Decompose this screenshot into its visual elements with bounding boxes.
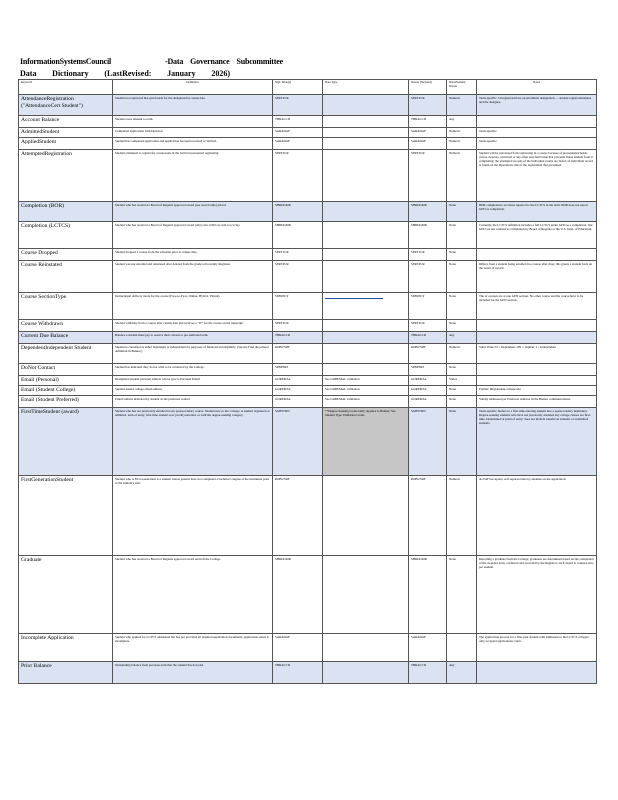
term-cell: Course Dropped [19, 249, 113, 261]
notes-cell: As FAFSA reports; self-reported data by students on the application. [477, 476, 597, 556]
definition-cell: Student attempted to registerfor coursework in the term but prevented registering. [113, 150, 273, 202]
datatype-cell: See GOREMAL validation [323, 386, 409, 396]
notes-cell: Term-specific. [477, 138, 597, 150]
sql-table-cell: TBRACCD [273, 116, 323, 128]
owner-cell: SHRDGMR [409, 202, 447, 222]
owner-cell: SHRDGMR [409, 222, 447, 249]
table-row [19, 386, 597, 396]
code-cell: Any [447, 332, 477, 344]
code-cell: None [447, 386, 477, 396]
term-cell: AdmittedStudent [19, 128, 113, 138]
col-sql: SQL Table(s) [273, 80, 323, 95]
term-cell: DependentIndependent Student [19, 344, 113, 364]
definition-cell: Student owes amount to term. [113, 116, 273, 128]
owner-cell: SHRDGMR [409, 556, 447, 634]
datatype-cell [323, 261, 409, 293]
datatype-cell [323, 344, 409, 364]
term-cell: Account Balance [19, 116, 113, 128]
term-cell: Completion (BOR) [19, 202, 113, 222]
term-cell: FirstGenerationStudent [19, 476, 113, 556]
revised-label: (LastRevised: [104, 69, 152, 78]
term-cell: AttendanceRegistration ("AttendanceCert Student") [19, 95, 113, 116]
sql-table-cell: SPBPERS [273, 364, 323, 376]
datatype-cell [323, 364, 409, 376]
table-row [19, 376, 597, 386]
term-cell: AppliedStudent [19, 138, 113, 150]
code-cell: None [447, 293, 477, 320]
datatype-cell [323, 116, 409, 128]
notes-cell [477, 662, 597, 684]
title-subcommittee: Subcommittee [236, 57, 283, 66]
datatype-cell: See GOREMAL validation [323, 396, 409, 408]
notes-cell: Term-specific. Unregistered have an enrolment designation — student registrationstatus and the designee. [477, 95, 597, 116]
datatype-cell [323, 95, 409, 116]
code-cell [447, 634, 477, 662]
term-cell: Completion (LCTCS) [19, 222, 113, 249]
definition-cell: Student has completed application and application fee been received or Waived. [113, 138, 273, 150]
sql-table-cell: SFRSTCR [273, 150, 323, 202]
datatype-cell [323, 222, 409, 249]
owner-cell: SSBSECT [409, 293, 447, 320]
code-cell: None [447, 249, 477, 261]
table-row [19, 261, 597, 293]
definition-cell: Student who has not previously enrolled in any postsecondary course. Student new to the College. A student registered or admitted, term of entry; first-time student ever (credit) enrolled, or with the degree-seeking category. [113, 408, 273, 476]
owner-cell: GOREMAL [409, 386, 447, 396]
table-row [19, 396, 597, 408]
owner-cell: GOREMAL [409, 396, 447, 408]
term-cell: Email (Student College) [19, 386, 113, 396]
table-row [19, 138, 597, 150]
definition-cell: Student not registered that given term for the designated by status date. [113, 95, 273, 116]
term-cell: Course Reinstated [19, 261, 113, 293]
table-row [19, 320, 597, 332]
definition-cell: Student was not enrolled and reinstated after deleted from the grade roll recently Registrar. [113, 261, 273, 293]
col-owner: Owner (Steward) [409, 80, 447, 95]
sql-table-cell: TBRACCD [273, 332, 323, 344]
datatype-cell [323, 249, 409, 261]
owner-cell: SFRSTCR [409, 320, 447, 332]
definition-cell: Student has indicated they do not wish to be contacted by the College. [113, 364, 273, 376]
term-cell: Graduate [19, 556, 113, 634]
notes-cell: Term-specific. [477, 128, 597, 138]
code-cell: Varies [447, 376, 477, 386]
sql-table-cell: SHRDGMR [273, 202, 323, 222]
datatype-cell [323, 634, 409, 662]
definition-cell: Email address indicated by student as the preferred contact. [113, 396, 273, 408]
definition-cell: Student is classified as either dependent or independent for purposes of financial aid eligibility. (See the Find the printed definition in Banner.) [113, 344, 273, 364]
owner-cell: SARADAP [409, 634, 447, 662]
sql-table-cell: ROBUSDF [273, 344, 323, 364]
table-row [19, 95, 597, 116]
notes-cell [477, 320, 597, 332]
code-cell: Numeric [447, 95, 477, 116]
sql-table-cell: SHRDGMR [273, 556, 323, 634]
owner-cell: SARADAP [409, 128, 447, 138]
document-title-line [20, 57, 580, 66]
sql-table-cell: SFRSTCR [273, 261, 323, 293]
title-dd-a: Data [20, 69, 37, 78]
owner-cell: SARADAP [409, 138, 447, 150]
table-row [19, 202, 597, 222]
notes-cell: Format: ID@student.college.edu [477, 386, 597, 396]
sql-table-cell: GOREMAL [273, 376, 323, 386]
title-data: -Data [165, 57, 184, 66]
code-cell: None [447, 202, 477, 222]
table-row [19, 293, 597, 320]
definition-cell: Student-issued college email address. [113, 386, 273, 396]
term-cell: DoNot Contact [19, 364, 113, 376]
definition-cell: Outstanding balance from previous term that the student has not paid. [113, 662, 273, 684]
definition-cell: Student who applied for LCTCS admission but has not provided all required application documents; application status is incomplete. [113, 634, 273, 662]
owner-cell: SPBPERS [409, 364, 447, 376]
term-cell: Current Due Balance [19, 332, 113, 344]
col-keyword: Keyword [19, 80, 113, 95]
datatype-cell [323, 662, 409, 684]
owner-cell: TBRACCD [409, 662, 447, 684]
owner-cell: TBRACCD [409, 332, 447, 344]
datatype-cell [323, 150, 409, 202]
definition-cell: Student who is First-Generation is a student whose parents have not completed a bachelor's degree at the institution prior to the student's start. [113, 476, 273, 556]
code-cell: None [447, 396, 477, 408]
definition-cell: Completed application with Decision [113, 128, 273, 138]
owner-cell: SFRSTCR [409, 249, 447, 261]
code-cell: None [447, 408, 477, 476]
term-cell: AttemptedRegistration [19, 150, 113, 202]
table-row [19, 150, 597, 202]
datatype-cell: See GOREMAL validation [323, 376, 409, 386]
notes-cell: Student will be prevented from registering in a course because of prerequisites/holds, course closures, restricted or any other non-fault issue that prevents status student from it completing; the attempted records of the individual events are listed; an individual record is found on the Operations side of the registration that prevented. [477, 150, 597, 202]
definition-cell: Instructional delivery mode for the course (Face-to-Face, Online, Hybrid, Virtual). [113, 293, 273, 320]
notes-cell: Valid Value: D = Dependent; ON = Orphan; I = Independent [477, 344, 597, 364]
sql-table-cell: GOREMAL [273, 396, 323, 408]
notes-cell: Differs from a student being enrolled in a course after drop; this grants a student back on the roster of record. [477, 261, 597, 293]
code-cell: Any [447, 662, 477, 684]
revised-year: 2026) [211, 69, 230, 78]
code-cell: Numeric [447, 128, 477, 138]
notes-cell [477, 376, 597, 386]
code-cell: None [447, 364, 477, 376]
notes-cell: Currently, the LCTCS definition includes a full LCTCS under GED as a completion. Our GED are not counted as completion by Board of Regents or the U.S. Dept. of Education. [477, 222, 597, 249]
datatype-link-underline [325, 294, 383, 299]
datatype-cell [323, 128, 409, 138]
owner-cell: TBRACCD [409, 116, 447, 128]
table-row [19, 634, 597, 662]
term-cell: Incomplete Application [19, 634, 113, 662]
sql-table-cell: GOREMAL [273, 386, 323, 396]
owner-cell: SGBSTDN [409, 408, 447, 476]
data-dictionary-table [18, 79, 597, 684]
col-definition: Definition [113, 80, 273, 95]
code-cell: None [447, 261, 477, 293]
org-name: InformationSystemsCouncil [20, 57, 112, 66]
sql-table-cell: SFRSTCR [273, 249, 323, 261]
notes-cell: The application process for a first-year student with admission to the LCTCS colleges; only accepted applications count. [477, 634, 597, 662]
notes-cell [477, 332, 597, 344]
owner-cell: ROBUSDF [409, 476, 447, 556]
col-datatype: Data Type [323, 80, 409, 95]
table-row [19, 249, 597, 261]
owner-cell: GOREMAL [409, 376, 447, 386]
document-subtitle-line [20, 69, 230, 78]
term-cell: Email (Student Preferred) [19, 396, 113, 408]
sql-table-cell: SGBSTDN [273, 408, 323, 476]
term-cell: Course SectionType [19, 293, 113, 320]
sql-table-cell: ROBUSDF [273, 476, 323, 556]
owner-cell: ROBUSDF [409, 344, 447, 364]
sql-table-cell: SHRDGMR [273, 222, 323, 249]
code-cell: Numeric [447, 344, 477, 364]
notes-cell: Reporting a graduate from the College; graduates are determined based on the completion of the awarded term, conferred and recorded by the Registrar; each award is counted once per student. [477, 556, 597, 634]
datatype-cell [323, 476, 409, 556]
table-row [19, 344, 597, 364]
notes-cell: Validly addressed per Preferred Address in the Banner communications. [477, 396, 597, 408]
definition-cell: Student who has received a Board of Regents approved award (see award table) priced. [113, 202, 273, 222]
table-row [19, 332, 597, 344]
sql-table-cell: SFRSTCR [273, 320, 323, 332]
title-dd-b: Dictionary [52, 69, 89, 78]
datatype-cell [323, 332, 409, 344]
definition-cell: Student who has received a Board of Regents approved award and left the College. [113, 556, 273, 634]
table-row [19, 222, 597, 249]
code-cell: None [447, 320, 477, 332]
sql-table-cell: SFRSTCR [273, 95, 323, 116]
sql-table-cell: SSBSECT [273, 293, 323, 320]
definition-cell: Student dropped a course from the schedule prior to census date. [113, 249, 273, 261]
table-header-row [19, 80, 597, 95]
table-row [19, 408, 597, 476]
datatype-cell [323, 202, 409, 222]
code-cell: None [447, 556, 477, 634]
code-cell: Any [447, 116, 477, 128]
table-row [19, 662, 597, 684]
code-cell: Numeric [447, 476, 477, 556]
notes-cell: The of courses are at one GEN section. No other course and the course have to be included for the GEN section. [477, 293, 597, 320]
table-row [19, 556, 597, 634]
code-cell: Numeric [447, 150, 477, 202]
col-codes: Data Element Owner [447, 80, 477, 95]
notes-cell: BOR completions: are those reported to the LCTCS in the term. BOR does not report GED as completion. [477, 202, 597, 222]
definition-cell: Designated student personal address whose type is Personal Email. [113, 376, 273, 386]
title-governance: Governance [190, 57, 230, 66]
term-cell: Email (Personal) [19, 376, 113, 386]
notes-cell [477, 364, 597, 376]
table-row [19, 116, 597, 128]
owner-cell: SFRSTCR [409, 150, 447, 202]
datatype-cell: **Degree-Seeking Codes Only; Applies to Banner; See Student Type Validation Codes [323, 408, 409, 476]
datatype-cell [323, 556, 409, 634]
owner-cell: SFRSTCR [409, 261, 447, 293]
col-notes: Notes [477, 80, 597, 95]
table-row [19, 476, 597, 556]
datatype-cell [323, 320, 409, 332]
notes-cell: Term-specific. Refers to a first-time entering student into a postsecondary institution. Degree-seeking students who have not previously attended any college classes are first-time. Determined at point of entry; does not include transfer-in students or readmitted students. [477, 408, 597, 476]
term-cell: Course Withdrawn [19, 320, 113, 332]
datatype-cell [323, 138, 409, 150]
notes-cell [477, 249, 597, 261]
code-cell: Numeric [447, 138, 477, 150]
term-cell: FirstTimeStudent (award) [19, 408, 113, 476]
sql-table-cell: SARADAP [273, 128, 323, 138]
sql-table-cell: SARADAP [273, 138, 323, 150]
datatype-cell [323, 293, 409, 320]
definition-cell: Student who has received a Board of Regents approved award (date) also GED are sent to (cycle). [113, 222, 273, 249]
definition-cell: Balance a student must pay to resolve their current or pre-indicated term. [113, 332, 273, 344]
notes-cell [477, 116, 597, 128]
sql-table-cell: SARADAP [273, 634, 323, 662]
table-row [19, 364, 597, 376]
owner-cell: SFRSTCR [409, 95, 447, 116]
term-cell: Prior Balance [19, 662, 113, 684]
table-row [19, 128, 597, 138]
code-cell: None [447, 222, 477, 249]
definition-cell: Student withdrew from a course after census date and receives a "W" for the course on the transcript. [113, 320, 273, 332]
sql-table-cell: TBRACCD [273, 662, 323, 684]
revised-month: January [167, 69, 196, 78]
